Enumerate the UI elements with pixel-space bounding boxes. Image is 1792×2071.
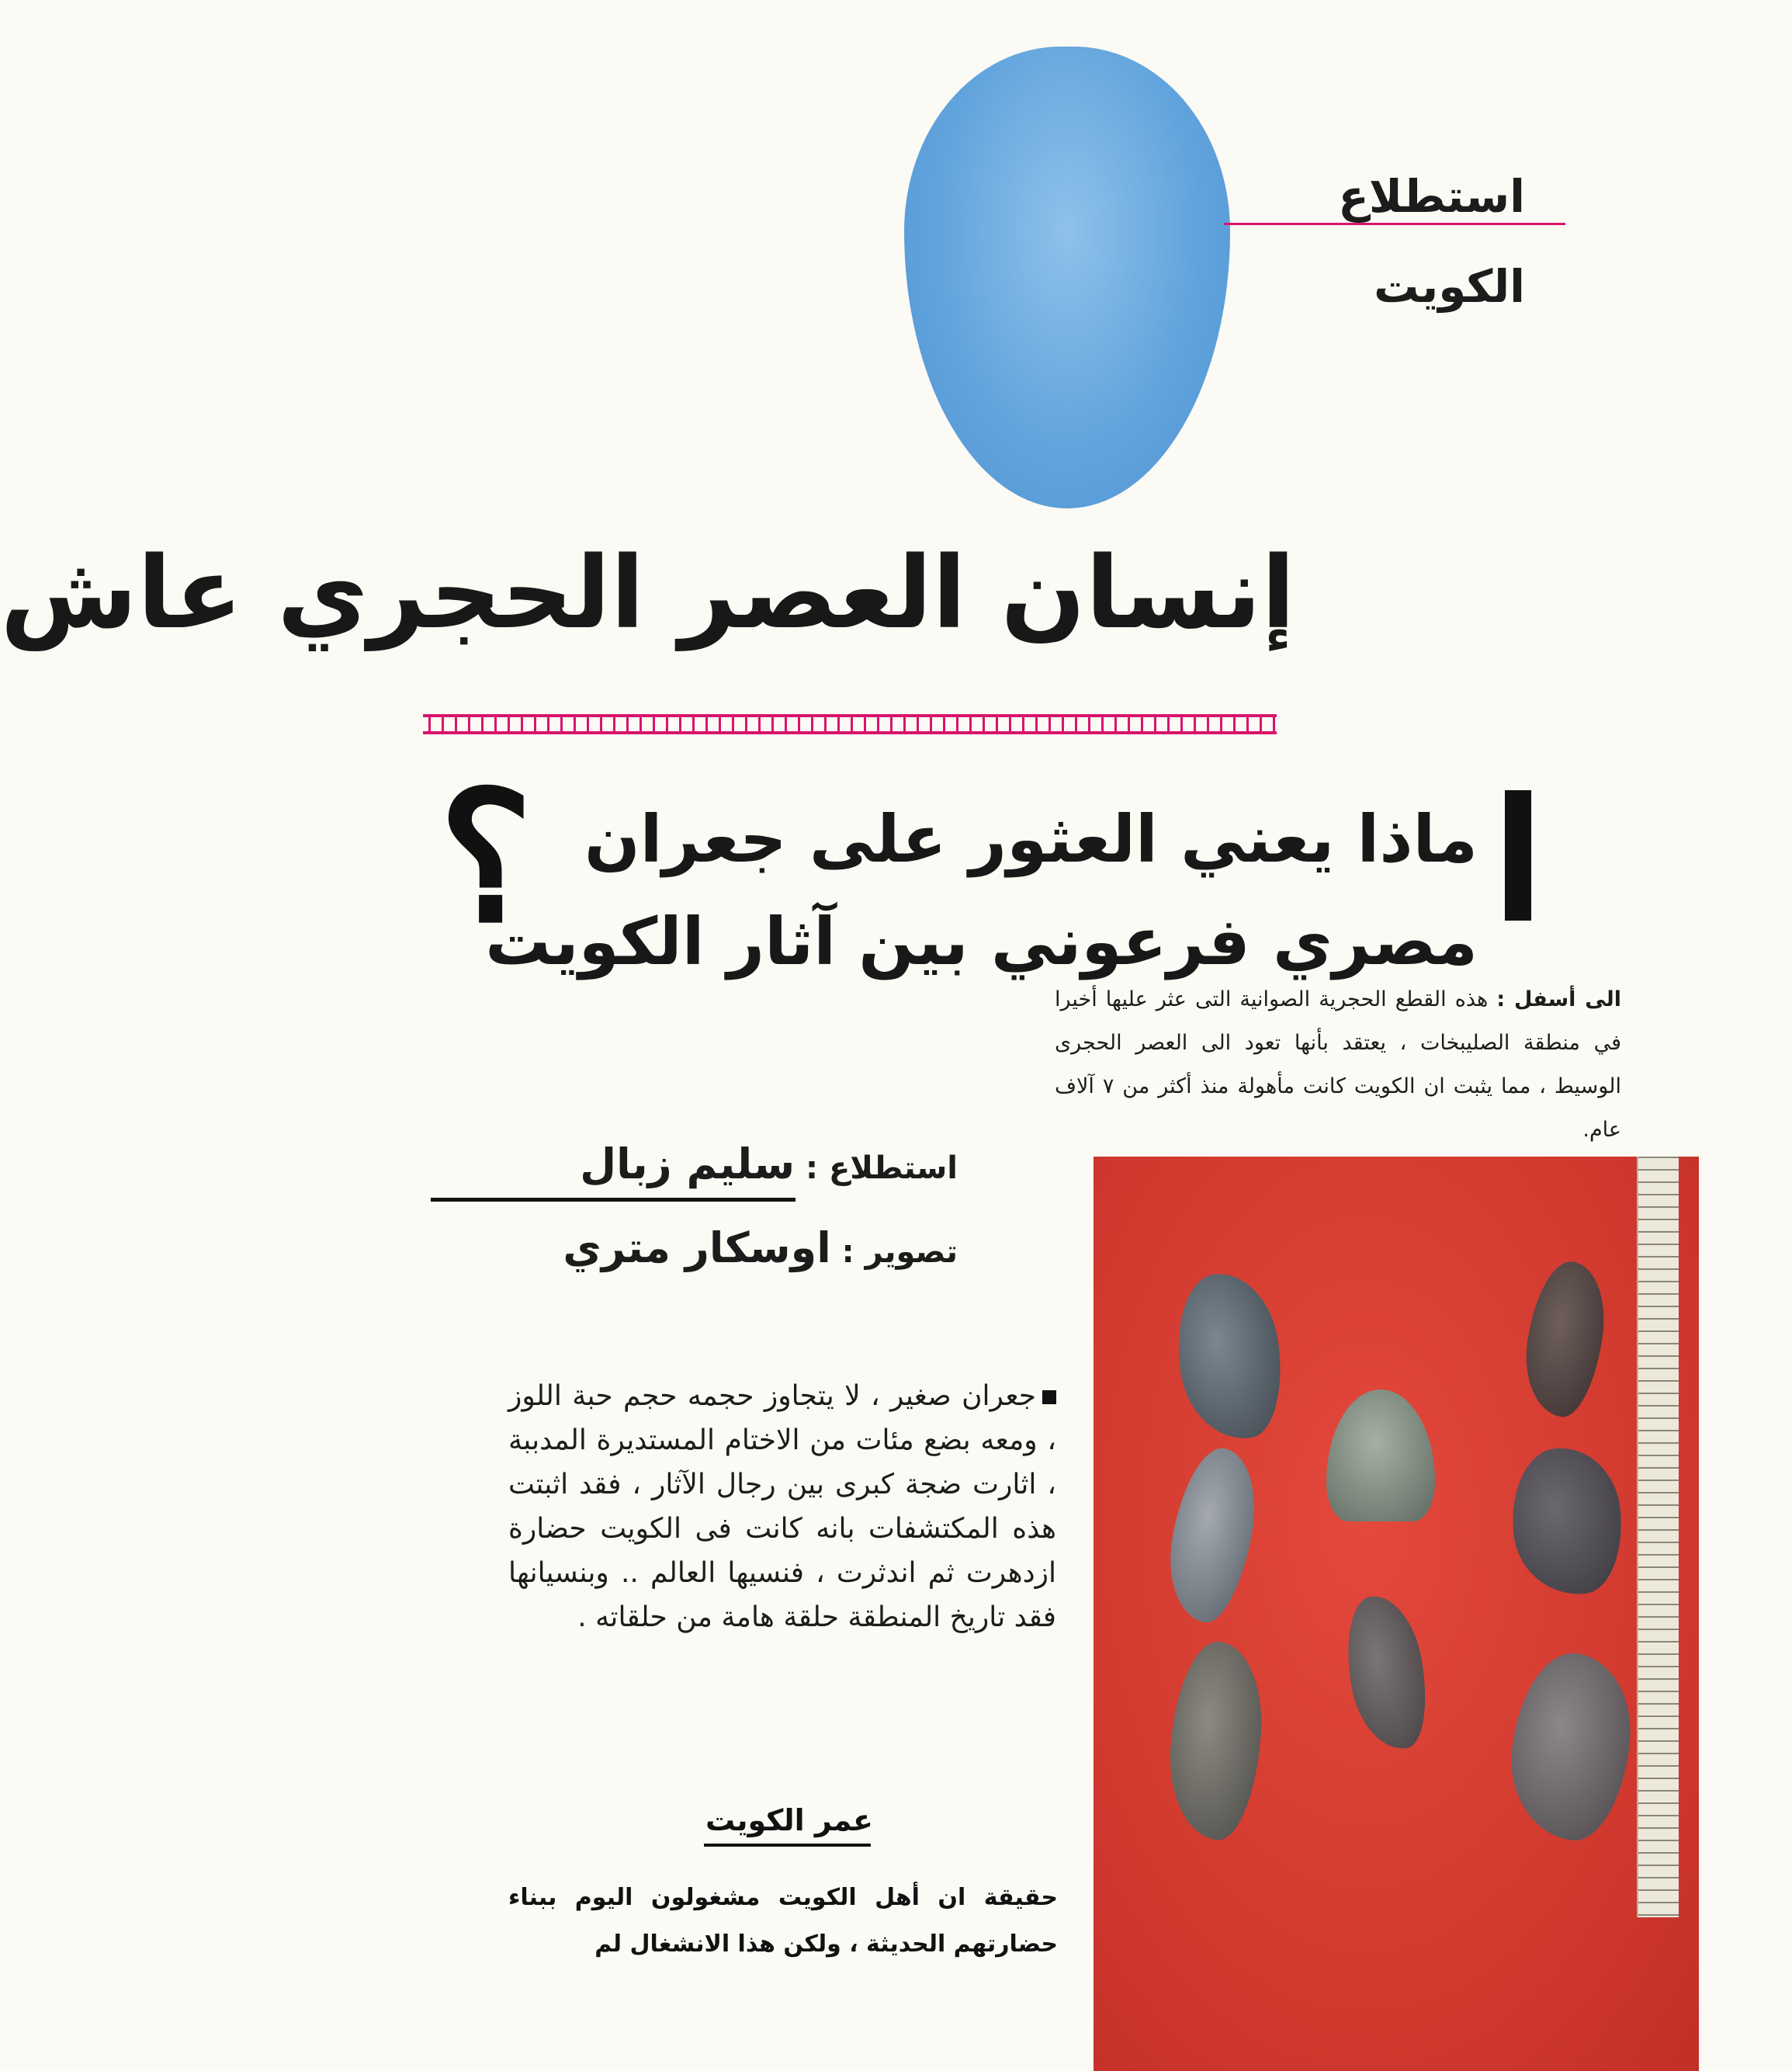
stone-artifact [1336, 1590, 1436, 1755]
stone-artifact [1503, 1648, 1638, 1845]
artifact-photo [1094, 1157, 1699, 2071]
subheadline [485, 788, 1478, 993]
accent-rule [1224, 223, 1565, 225]
byline-report-label: استطلاع : [806, 1150, 958, 1186]
subheadline-line1: ماذا يعني العثور على جعران [584, 801, 1478, 877]
body-paragraph [508, 1374, 1056, 1639]
paragraph-bullet-icon [1042, 1390, 1056, 1404]
section-label-line1: استطلاع [1338, 170, 1525, 223]
stone-artifact [1518, 1257, 1613, 1421]
byline-photo [445, 1217, 958, 1283]
stone-artifact [1505, 1442, 1628, 1601]
stone-artifact [1326, 1389, 1435, 1521]
section-label [1261, 151, 1525, 331]
byline-report-name: سليم زبال [580, 1140, 795, 1188]
stone-artifact [1159, 1442, 1266, 1628]
stone-artifact [1164, 1639, 1267, 1842]
byline-photo-name: اوسكار متري [563, 1223, 831, 1272]
byline-report [445, 1133, 958, 1199]
stone-artifact [1168, 1267, 1291, 1446]
body-paragraph-text: جعران صغير ، لا يتجاوز حجمه حجم حبة اللوز ، ومعه بضع مئات من الاختام المستديرة المدببة ، اثارت ضجة كبرى بين رجال الآثار ، فقد اثبتت هذه المكتشفات بانه كانت فى الكويت حضارة ازدهرت ثم اندثرت ، فنسيها العالم .. وبنسيانها فقد تاريخ المنطقة حلقة هامة من حلقاته . [508, 1380, 1056, 1633]
blue-illustration-shape [904, 47, 1230, 508]
subheadline-bar [1505, 790, 1531, 921]
decorative-border [423, 714, 1277, 734]
section-label-line2: الكويت [1374, 260, 1525, 313]
question-mark-glyph: ؟ [438, 753, 533, 963]
measuring-ruler [1637, 1157, 1679, 1917]
byline-divider [431, 1198, 795, 1202]
lead-paragraph: حقيقة ان أهل الكويت مشغولون اليوم ببناء حضارتهم الحديثة ، ولكن هذا الانشغال لم [508, 1884, 1058, 1958]
section-heading: عمر الكويت [705, 1803, 873, 1837]
page-title: إنسان العصر الحجري عاش [0, 536, 1295, 651]
photo-caption [1055, 978, 1621, 1152]
subheadline-line2: مصري فرعوني بين آثار الكويت [485, 904, 1478, 980]
byline-photo-label: تصوير : [841, 1234, 958, 1270]
caption-text: هذه القطع الحجرية الصوانية التى عثر عليها أخيرا في منطقة الصليبخات ، يعتقد بأنها تعود الى العصر الحجرى الوسيط ، مما يثبت ان الكويت كانت مأهولة منذ أكثر من ٧ آلاف عام. [1055, 987, 1621, 1142]
section-heading-underline [704, 1844, 871, 1847]
caption-lead: الى أسفل : [1496, 987, 1621, 1011]
